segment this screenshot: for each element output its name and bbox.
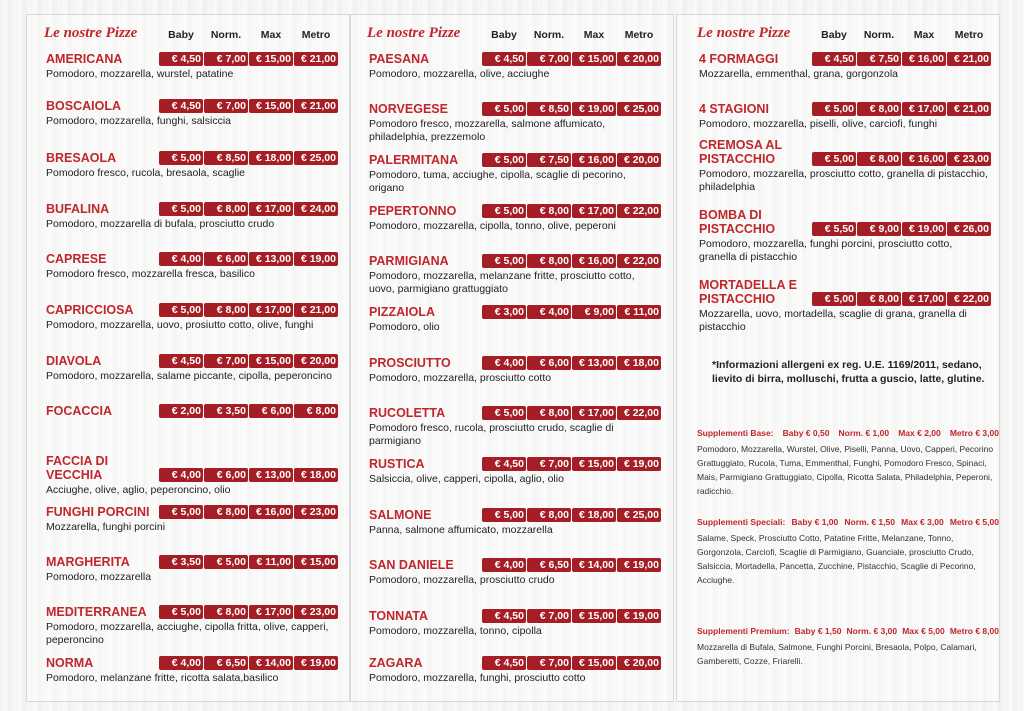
pizza-ingredients: Pomodoro, mozzarella, funghi porcini, prosciutto cotto, granella di pistacchio (699, 238, 953, 263)
price-metro: € 22,00 (617, 204, 661, 218)
pizza-ingredients: Pomodoro, mozzarella, tonno, cipolla (369, 625, 542, 637)
supplement-price: Max € 5,00 (902, 626, 945, 636)
menu-item (369, 558, 661, 587)
price-metro: € 21,00 (947, 52, 991, 66)
price-metro: € 25,00 (617, 508, 661, 522)
pizza-ingredients: Pomodoro fresco, rucola, prosciutto crudo, scaglie di parmigiano (369, 422, 614, 447)
price-list (159, 555, 338, 569)
price-list (482, 102, 661, 116)
price-metro: € 19,00 (617, 457, 661, 471)
pizza-name: ZAGARA (369, 656, 423, 670)
price-norm: € 8,50 (204, 151, 248, 165)
menu-item (369, 508, 661, 537)
pizza-ingredients: Pomodoro, mozzarella, funghi, salsiccia (46, 115, 232, 127)
price-metro: € 23,00 (294, 505, 338, 519)
price-max: € 14,00 (249, 656, 293, 670)
price-baby: € 3,50 (159, 555, 203, 569)
pizza-name: AMERICANA (46, 52, 123, 66)
price-norm: € 6,00 (204, 468, 248, 482)
price-baby: € 4,00 (159, 468, 203, 482)
price-norm: € 8,00 (527, 254, 571, 268)
price-metro: € 11,00 (617, 305, 661, 319)
pizza-ingredients: Pomodoro, mozzarella, acciughe, cipolla fritta, olive, capperi, peperoncino (46, 621, 329, 646)
pizza-name: NORVEGESE (369, 102, 448, 116)
price-max: € 19,00 (572, 102, 616, 116)
supplement-price: Metro € 3,00 (949, 428, 999, 438)
menu-item (46, 151, 338, 180)
price-metro: € 8,00 (294, 404, 338, 418)
pizza-ingredients: Salsiccia, olive, capperi, cipolla, aglio, olio (369, 473, 564, 485)
price-baby: € 5,00 (812, 102, 856, 116)
pizza-ingredients: Pomodoro, mozzarella di bufala, prosciutto crudo (46, 218, 275, 230)
allergen-note: *Informazioni allergeni ex reg. U.E. 1169/2011, sedano, lievito di birra, molluschi, frutta a guscio, latte, glutine. (712, 359, 985, 385)
pizza-ingredients: Pomodoro, mozzarella, prosciutto crudo (369, 574, 555, 586)
pizza-name: PARMIGIANA (369, 254, 449, 268)
price-metro: € 25,00 (617, 102, 661, 116)
price-max: € 15,00 (249, 354, 293, 368)
price-max: € 16,00 (572, 153, 616, 167)
price-list (812, 222, 991, 236)
price-list (482, 305, 661, 319)
supplement-title: Supplementi Premium: (697, 626, 790, 636)
pizza-name: BUFALINA (46, 202, 110, 216)
price-max: € 16,00 (249, 505, 293, 519)
price-list (159, 303, 338, 317)
price-list (159, 605, 338, 619)
menu-item (46, 252, 338, 281)
pizza-ingredients: Acciughe, olive, aglio, peperoncino, olio (46, 484, 231, 496)
price-list (482, 52, 661, 66)
price-metro: € 19,00 (617, 609, 661, 623)
price-list (482, 254, 661, 268)
price-norm: € 8,00 (857, 292, 901, 306)
price-baby: € 4,00 (159, 656, 203, 670)
pizza-name: NORMA (46, 656, 94, 670)
price-max: € 16,00 (572, 254, 616, 268)
price-norm: € 9,00 (857, 222, 901, 236)
price-list (812, 292, 991, 306)
price-list (159, 252, 338, 266)
price-list (812, 102, 991, 116)
price-list (159, 202, 338, 216)
price-metro: € 22,00 (617, 254, 661, 268)
price-baby: € 4,00 (482, 558, 526, 572)
price-metro: € 26,00 (947, 222, 991, 236)
size-header-baby: Baby (821, 29, 847, 41)
price-norm: € 7,00 (204, 99, 248, 113)
supplement-price: Metro € 8,00 (949, 626, 999, 636)
price-baby: € 5,00 (812, 292, 856, 306)
supplement-price: Max € 3,00 (901, 517, 944, 527)
menu-item (369, 52, 661, 81)
price-norm: € 8,50 (527, 102, 571, 116)
menu-item (699, 138, 991, 194)
price-max: € 18,00 (249, 151, 293, 165)
size-header-metro: Metro (624, 29, 654, 41)
menu-item (369, 305, 661, 334)
pizza-ingredients: Pomodoro, mozzarella, melanzane fritte, prosciutto cotto, uovo, parmigiano grattuggiato (369, 270, 635, 295)
supplement-price: Baby € 0,50 (782, 428, 830, 438)
price-baby: € 5,00 (159, 202, 203, 216)
supplement-price: Metro € 5,00 (949, 517, 999, 527)
pizza-ingredients: Pomodoro, mozzarella, funghi, prosciutto cotto (369, 672, 586, 684)
pizza-ingredients: Pomodoro, tuma, acciughe, cipolla, scaglie di pecorino, origano (369, 169, 626, 194)
pizza-name: CAPRICCIOSA (46, 303, 134, 317)
menu-item (369, 609, 661, 638)
size-header-max: Max (583, 29, 605, 41)
price-max: € 13,00 (249, 252, 293, 266)
price-max: € 11,00 (249, 555, 293, 569)
price-list (482, 457, 661, 471)
menu-title: Le nostre Pizze (367, 25, 461, 41)
size-header-max: Max (913, 29, 935, 41)
price-metro: € 23,00 (294, 605, 338, 619)
pizza-ingredients: Pomodoro, melanzane fritte, ricotta salata,basilico (46, 672, 279, 684)
size-header-baby: Baby (491, 29, 517, 41)
pizza-ingredients: Pomodoro fresco, rucola, bresaola, scaglie (46, 167, 246, 179)
price-max: € 19,00 (902, 222, 946, 236)
price-norm: € 6,00 (527, 356, 571, 370)
price-list (159, 52, 338, 66)
menu-item (46, 605, 338, 647)
price-list (159, 468, 338, 482)
menu-title: Le nostre Pizze (44, 25, 138, 41)
price-norm: € 4,00 (527, 305, 571, 319)
price-max: € 13,00 (249, 468, 293, 482)
menu-item (699, 52, 991, 81)
pizza-name: BRESAOLA (46, 151, 117, 165)
price-list (159, 151, 338, 165)
price-max: € 15,00 (572, 52, 616, 66)
pizza-ingredients: Pomodoro, olio (369, 321, 440, 333)
supplement-list: Mozzarella di Bufala, Salmone, Funghi Porcini, Bresaola, Polpo, Calamari, Gamberetti, Cozze, Friarelli. (697, 642, 977, 666)
price-metro: € 20,00 (294, 354, 338, 368)
price-metro: € 21,00 (294, 52, 338, 66)
price-max: € 17,00 (902, 102, 946, 116)
price-list (159, 505, 338, 519)
price-max: € 15,00 (249, 52, 293, 66)
menu-item (46, 354, 338, 383)
size-header-max: Max (260, 29, 282, 41)
size-header-norm: Norm. (210, 29, 242, 41)
size-header-norm: Norm. (863, 29, 895, 41)
price-max: € 15,00 (572, 457, 616, 471)
menu-item (46, 656, 338, 685)
supplement-price: Norm. € 3,00 (846, 626, 898, 636)
price-baby: € 5,50 (812, 222, 856, 236)
price-list (482, 153, 661, 167)
menu-item (46, 505, 338, 534)
price-list (482, 406, 661, 420)
price-baby: € 4,00 (482, 356, 526, 370)
price-metro: € 18,00 (294, 468, 338, 482)
pizza-name: MEDITERRANEA (46, 605, 147, 619)
price-norm: € 6,50 (204, 656, 248, 670)
price-max: € 17,00 (249, 202, 293, 216)
price-max: € 15,00 (572, 656, 616, 670)
menu-item (46, 202, 338, 231)
menu-item (369, 656, 661, 685)
price-max: € 13,00 (572, 356, 616, 370)
price-baby: € 4,50 (812, 52, 856, 66)
price-metro: € 21,00 (294, 99, 338, 113)
price-metro: € 23,00 (947, 152, 991, 166)
pizza-ingredients: Pomodoro, mozzarella, uovo, prosiutto cotto, olive, funghi (46, 319, 314, 331)
price-norm: € 8,00 (527, 406, 571, 420)
pizza-name: DIAVOLA (46, 354, 102, 368)
pizza-name: SALMONE (369, 508, 432, 522)
menu-title: Le nostre Pizze (697, 25, 791, 41)
price-norm: € 7,00 (527, 609, 571, 623)
pizza-ingredients: Pomodoro fresco, mozzarella fresca, basilico (46, 268, 255, 280)
price-metro: € 24,00 (294, 202, 338, 216)
pizza-name: 4 STAGIONI (699, 102, 769, 116)
pizza-ingredients: Mozzarella, emmenthal, grana, gorgonzola (699, 68, 899, 80)
price-max: € 18,00 (572, 508, 616, 522)
price-baby: € 5,00 (482, 102, 526, 116)
size-header-baby: Baby (168, 29, 194, 41)
price-baby: € 5,00 (159, 505, 203, 519)
price-metro: € 18,00 (617, 356, 661, 370)
price-norm: € 7,00 (527, 52, 571, 66)
supplements-speciali (697, 517, 999, 587)
price-baby: € 4,50 (482, 52, 526, 66)
price-metro: € 21,00 (294, 303, 338, 317)
price-norm: € 7,50 (857, 52, 901, 66)
price-baby: € 5,00 (482, 508, 526, 522)
pizza-ingredients: Pomodoro, mozzarella, piselli, olive, carciofi, funghi (699, 118, 938, 130)
supplement-title: Supplementi Speciali: (697, 517, 786, 527)
supplement-price: Norm. € 1,00 (838, 428, 890, 438)
menu-item (699, 278, 991, 334)
price-norm: € 8,00 (857, 152, 901, 166)
pizza-name: FOCACCIA (46, 404, 112, 418)
menu-item (369, 204, 661, 233)
price-max: € 17,00 (902, 292, 946, 306)
supplement-price: Max € 2,00 (898, 428, 941, 438)
price-max: € 17,00 (249, 605, 293, 619)
price-metro: € 20,00 (617, 656, 661, 670)
pizza-name: FUNGHI PORCINI (46, 505, 150, 519)
size-header-metro: Metro (301, 29, 331, 41)
pizza-ingredients: Pomodoro, mozzarella, prosciutto cotto (369, 372, 552, 384)
menu-item (369, 153, 661, 195)
price-baby: € 4,50 (159, 52, 203, 66)
price-max: € 17,00 (572, 406, 616, 420)
pizza-name: PIZZAIOLA (369, 305, 435, 319)
price-baby: € 4,50 (159, 99, 203, 113)
price-norm: € 7,00 (527, 656, 571, 670)
pizza-name: FACCIA DI VECCHIA (46, 454, 109, 482)
price-list (812, 152, 991, 166)
price-norm: € 8,00 (204, 202, 248, 216)
price-norm: € 7,50 (527, 153, 571, 167)
supplement-price: Norm. € 1,50 (844, 517, 895, 527)
menu-item (369, 102, 661, 144)
menu-item (46, 99, 338, 128)
price-norm: € 6,50 (527, 558, 571, 572)
price-metro: € 21,00 (947, 102, 991, 116)
pizza-name: BOMBA DI PISTACCHIO (699, 208, 776, 236)
pizza-name: RUCOLETTA (369, 406, 446, 420)
pizza-name: CREMOSA AL PISTACCHIO (699, 138, 783, 166)
pizza-ingredients: Mozzarella, uovo, mortadella, scaglie di grana, granella di pistacchio (699, 308, 967, 333)
price-baby: € 4,50 (482, 457, 526, 471)
price-baby: € 5,00 (482, 204, 526, 218)
pizza-name: MARGHERITA (46, 555, 130, 569)
price-max: € 17,00 (249, 303, 293, 317)
price-baby: € 5,00 (482, 406, 526, 420)
menu-item (46, 454, 338, 497)
menu-item (46, 404, 338, 418)
menu-item (369, 406, 661, 448)
menu-item (46, 52, 338, 81)
price-list (159, 404, 338, 418)
price-baby: € 3,00 (482, 305, 526, 319)
pizza-ingredients: Mozzarella, funghi porcini (46, 521, 166, 533)
price-norm: € 3,50 (204, 404, 248, 418)
pizza-name: TONNATA (369, 609, 429, 623)
price-norm: € 7,00 (204, 354, 248, 368)
price-list (482, 656, 661, 670)
price-list (159, 99, 338, 113)
supplement-price: Baby € 1,50 (794, 626, 842, 636)
price-norm: € 7,00 (527, 457, 571, 471)
price-norm: € 8,00 (204, 303, 248, 317)
pizza-name: PAESANA (369, 52, 430, 66)
price-list (812, 52, 991, 66)
price-list (482, 609, 661, 623)
pizza-name: PROSCIUTTO (369, 356, 451, 370)
menu-item (369, 457, 661, 486)
menu-item (369, 356, 661, 385)
price-metro: € 19,00 (294, 252, 338, 266)
price-baby: € 5,00 (159, 151, 203, 165)
price-max: € 9,00 (572, 305, 616, 319)
pizza-ingredients: Pomodoro, mozzarella, prosciutto cotto, granella di pistacchio, philadelphia (699, 168, 988, 193)
price-baby: € 4,50 (482, 656, 526, 670)
price-metro: € 19,00 (294, 656, 338, 670)
pizza-ingredients: Panna, salmone affumicato, mozzarella (369, 524, 553, 536)
pizza-name: SAN DANIELE (369, 558, 454, 572)
price-baby: € 4,50 (159, 354, 203, 368)
supplements-premium (697, 626, 999, 668)
supplement-title: Supplementi Base: (697, 428, 774, 438)
pizza-name: CAPRESE (46, 252, 107, 266)
price-max: € 15,00 (572, 609, 616, 623)
supplements-base (697, 428, 999, 498)
price-metro: € 25,00 (294, 151, 338, 165)
price-list (482, 356, 661, 370)
price-baby: € 4,00 (159, 252, 203, 266)
price-metro: € 22,00 (617, 406, 661, 420)
price-list (159, 354, 338, 368)
price-norm: € 8,00 (204, 505, 248, 519)
pizza-ingredients: Pomodoro, mozzarella, cipolla, tonno, olive, peperoni (369, 220, 616, 232)
pizza-ingredients: Pomodoro fresco, mozzarella, salmone affumicato, philadelphia, prezzemolo (369, 118, 606, 143)
price-norm: € 8,00 (527, 204, 571, 218)
price-baby: € 5,00 (482, 153, 526, 167)
price-list (159, 656, 338, 670)
pizza-ingredients: Pomodoro, mozzarella, olive, acciughe (369, 68, 550, 80)
size-header-norm: Norm. (533, 29, 565, 41)
price-norm: € 8,00 (204, 605, 248, 619)
pizza-ingredients: Pomodoro, mozzarella, wurstel, patatine (46, 68, 234, 80)
price-max: € 6,00 (249, 404, 293, 418)
price-norm: € 8,00 (527, 508, 571, 522)
price-baby: € 5,00 (482, 254, 526, 268)
pizza-name: 4 FORMAGGI (699, 52, 779, 66)
menu-item (699, 102, 991, 131)
price-norm: € 8,00 (857, 102, 901, 116)
price-norm: € 6,00 (204, 252, 248, 266)
price-baby: € 5,00 (812, 152, 856, 166)
size-header-metro: Metro (954, 29, 984, 41)
pizza-ingredients: Pomodoro, mozzarella, salame piccante, cipolla, peperoncino (46, 370, 332, 382)
pizza-name: PEPERTONNO (369, 204, 457, 218)
supplement-list: Salame, Speck, Prosciutto Cotto, Patatine Fritte, Melanzane, Tonno, Gorgonzola, Carciofi, Scaglie di Parmigiano, Guanciale, prosciutto Crudo, Salsiccia, Mortadella, Pancetta, Zucchine, Pistacchio, Scaglie di Pecorino, Acciughe. (697, 533, 976, 585)
price-norm: € 5,00 (204, 555, 248, 569)
pizza-name: RUSTICA (369, 457, 425, 471)
price-list (482, 508, 661, 522)
price-metro: € 20,00 (617, 153, 661, 167)
pizza-name: PALERMITANA (369, 153, 459, 167)
pizza-name: BOSCAIOLA (46, 99, 121, 113)
price-max: € 16,00 (902, 152, 946, 166)
price-metro: € 20,00 (617, 52, 661, 66)
price-list (482, 204, 661, 218)
price-max: € 14,00 (572, 558, 616, 572)
menu-item (46, 303, 338, 332)
price-baby: € 4,50 (482, 609, 526, 623)
price-baby: € 5,00 (159, 303, 203, 317)
supplement-list: Pomodoro, Mozzarella, Wurstel, Olive, Piselli, Panna, Uovo, Capperi, Pecorino Grattuggiato, Rucola, Tuma, Emmenthal, Funghi, Pomodoro Fresco, Spinaci, Mais, Parmigiano Grattuggiato, Cipolla, Ricotta Salata, Philadelphia, Peperoni, radicchio. (697, 444, 994, 496)
price-list (482, 558, 661, 572)
menu-item (699, 208, 991, 264)
price-norm: € 7,00 (204, 52, 248, 66)
price-metro: € 22,00 (947, 292, 991, 306)
price-metro: € 15,00 (294, 555, 338, 569)
menu-item (369, 254, 661, 296)
price-max: € 15,00 (249, 99, 293, 113)
price-baby: € 5,00 (159, 605, 203, 619)
price-metro: € 19,00 (617, 558, 661, 572)
price-max: € 17,00 (572, 204, 616, 218)
pizza-name: MORTADELLA E PISTACCHIO (699, 278, 797, 306)
price-baby: € 2,00 (159, 404, 203, 418)
supplement-price: Baby € 1,00 (791, 517, 839, 527)
menu-item (46, 555, 338, 584)
price-max: € 16,00 (902, 52, 946, 66)
pizza-ingredients: Pomodoro, mozzarella (46, 571, 152, 583)
